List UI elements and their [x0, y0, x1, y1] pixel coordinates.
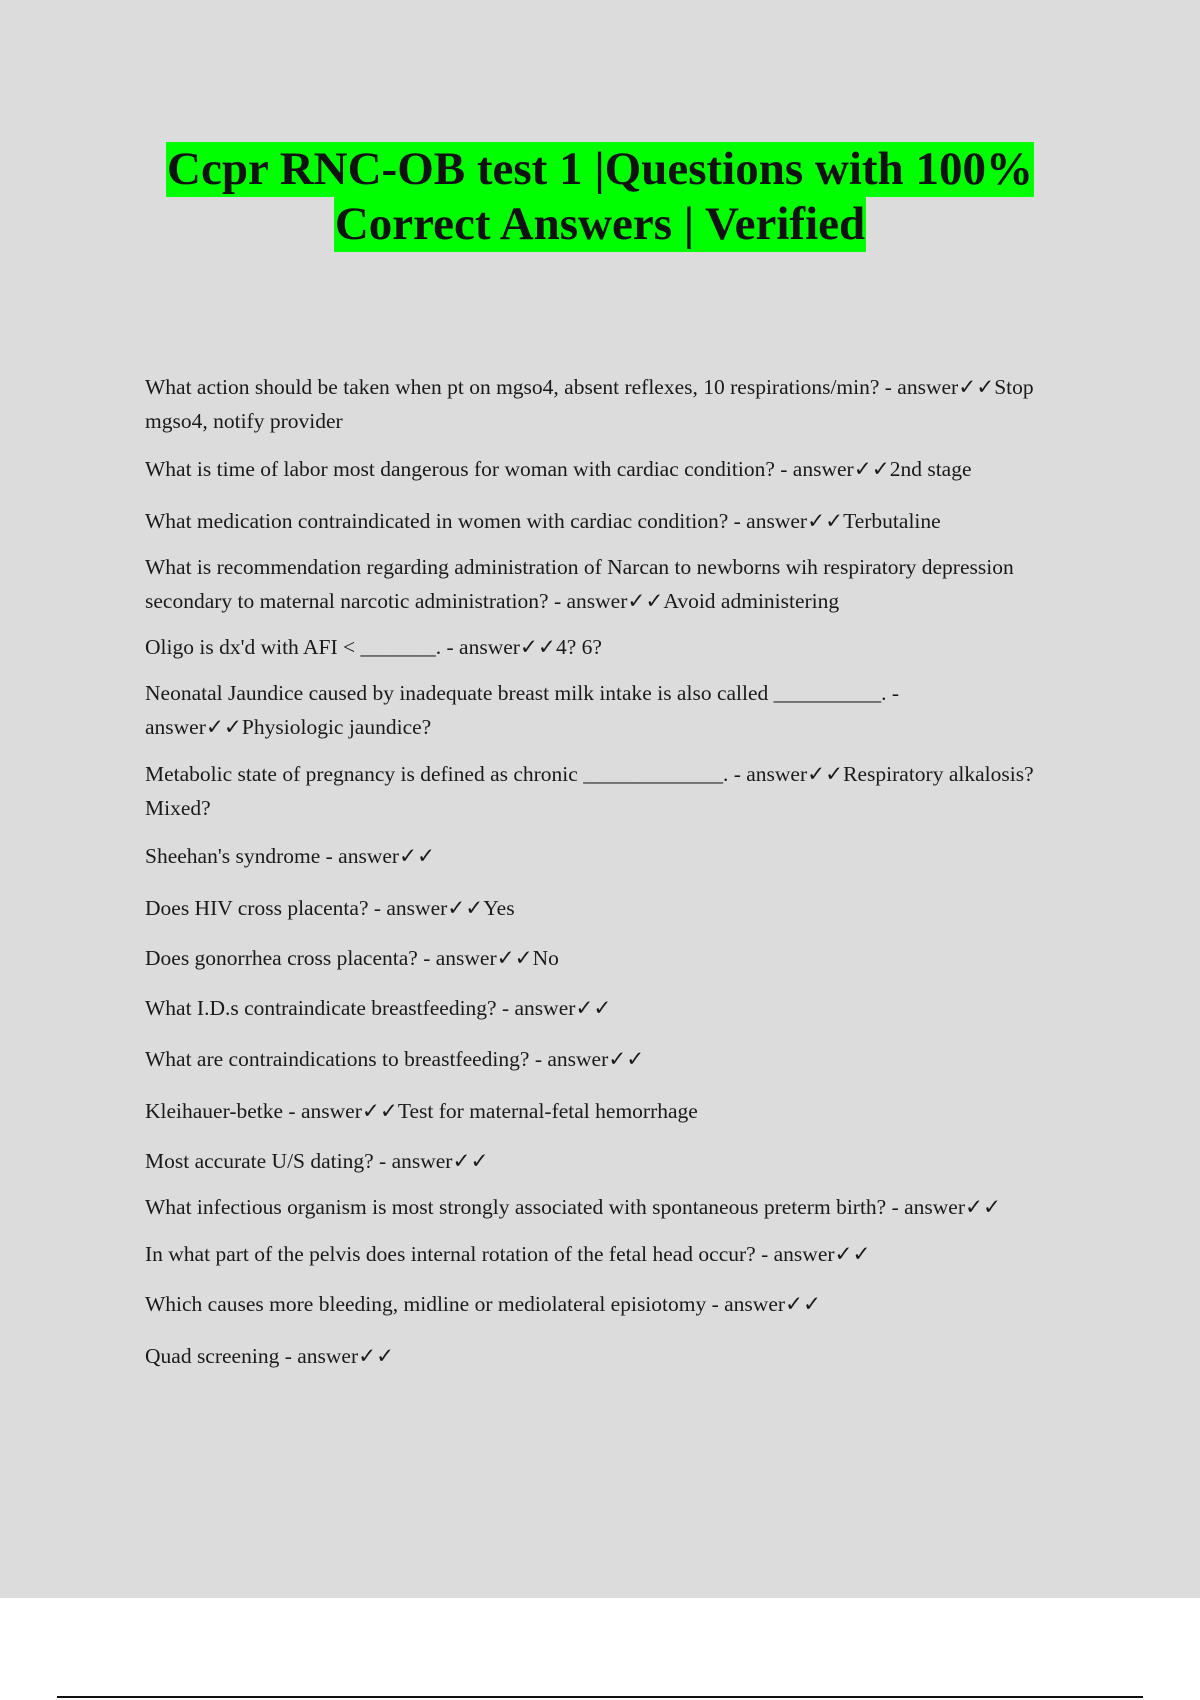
qa-item: Oligo is dx'd with AFI < _______. - answer✓✓4? 6?	[145, 635, 602, 659]
qa-list	[145, 370, 1085, 1373]
qa-item: What I.D.s contraindicate breastfeeding? - answer✓✓	[145, 996, 612, 1020]
qa-item: What is time of labor most dangerous for woman with cardiac condition? - answer✓✓2nd stage	[145, 457, 972, 481]
qa-item: Most accurate U/S dating? - answer✓✓	[145, 1149, 489, 1173]
qa-item: Sheehan's syndrome - answer✓✓	[145, 844, 436, 868]
qa-item: Does gonorrhea cross placenta? - answer✓✓No	[145, 946, 559, 970]
qa-item: Quad screening - answer✓✓	[145, 1344, 395, 1368]
qa-item: Neonatal Jaundice caused by inadequate breast milk intake is also called __________. - answer✓✓Physiologic jaundice?	[145, 681, 900, 739]
qa-item: What infectious organism is most strongly associated with spontaneous preterm birth? - answer✓✓	[145, 1195, 1002, 1219]
qa-item: What are contraindications to breastfeeding? - answer✓✓	[145, 1047, 645, 1071]
qa-item: What is recommendation regarding administration of Narcan to newborns wih respiratory depression secondary to maternal narcotic administration? - answer✓✓Avoid administering	[145, 555, 1014, 613]
footer-divider	[57, 1696, 1143, 1698]
qa-item: What action should be taken when pt on mgso4, absent reflexes, 10 respirations/min? - answer✓✓Stop mgso4, notify provider	[145, 375, 1034, 433]
qa-item: Metabolic state of pregnancy is defined as chronic _____________. - answer✓✓Respiratory alkalosis? Mixed?	[145, 762, 1034, 820]
document-title	[0, 142, 1200, 252]
title-line-2: Correct Answers | Verified	[334, 198, 866, 250]
qa-item: Which causes more bleeding, midline or mediolateral episiotomy - answer✓✓	[145, 1292, 822, 1316]
qa-item: Kleihauer-betke - answer✓✓Test for maternal-fetal hemorrhage	[145, 1099, 698, 1123]
title-line-1: Ccpr RNC-OB test 1 |Questions with 100%	[167, 143, 1033, 195]
qa-item: Does HIV cross placenta? - answer✓✓Yes	[145, 896, 515, 920]
qa-item: What medication contraindicated in women with cardiac condition? - answer✓✓Terbutaline	[145, 509, 941, 533]
qa-item: In what part of the pelvis does internal rotation of the fetal head occur? - answer✓✓	[145, 1242, 871, 1266]
